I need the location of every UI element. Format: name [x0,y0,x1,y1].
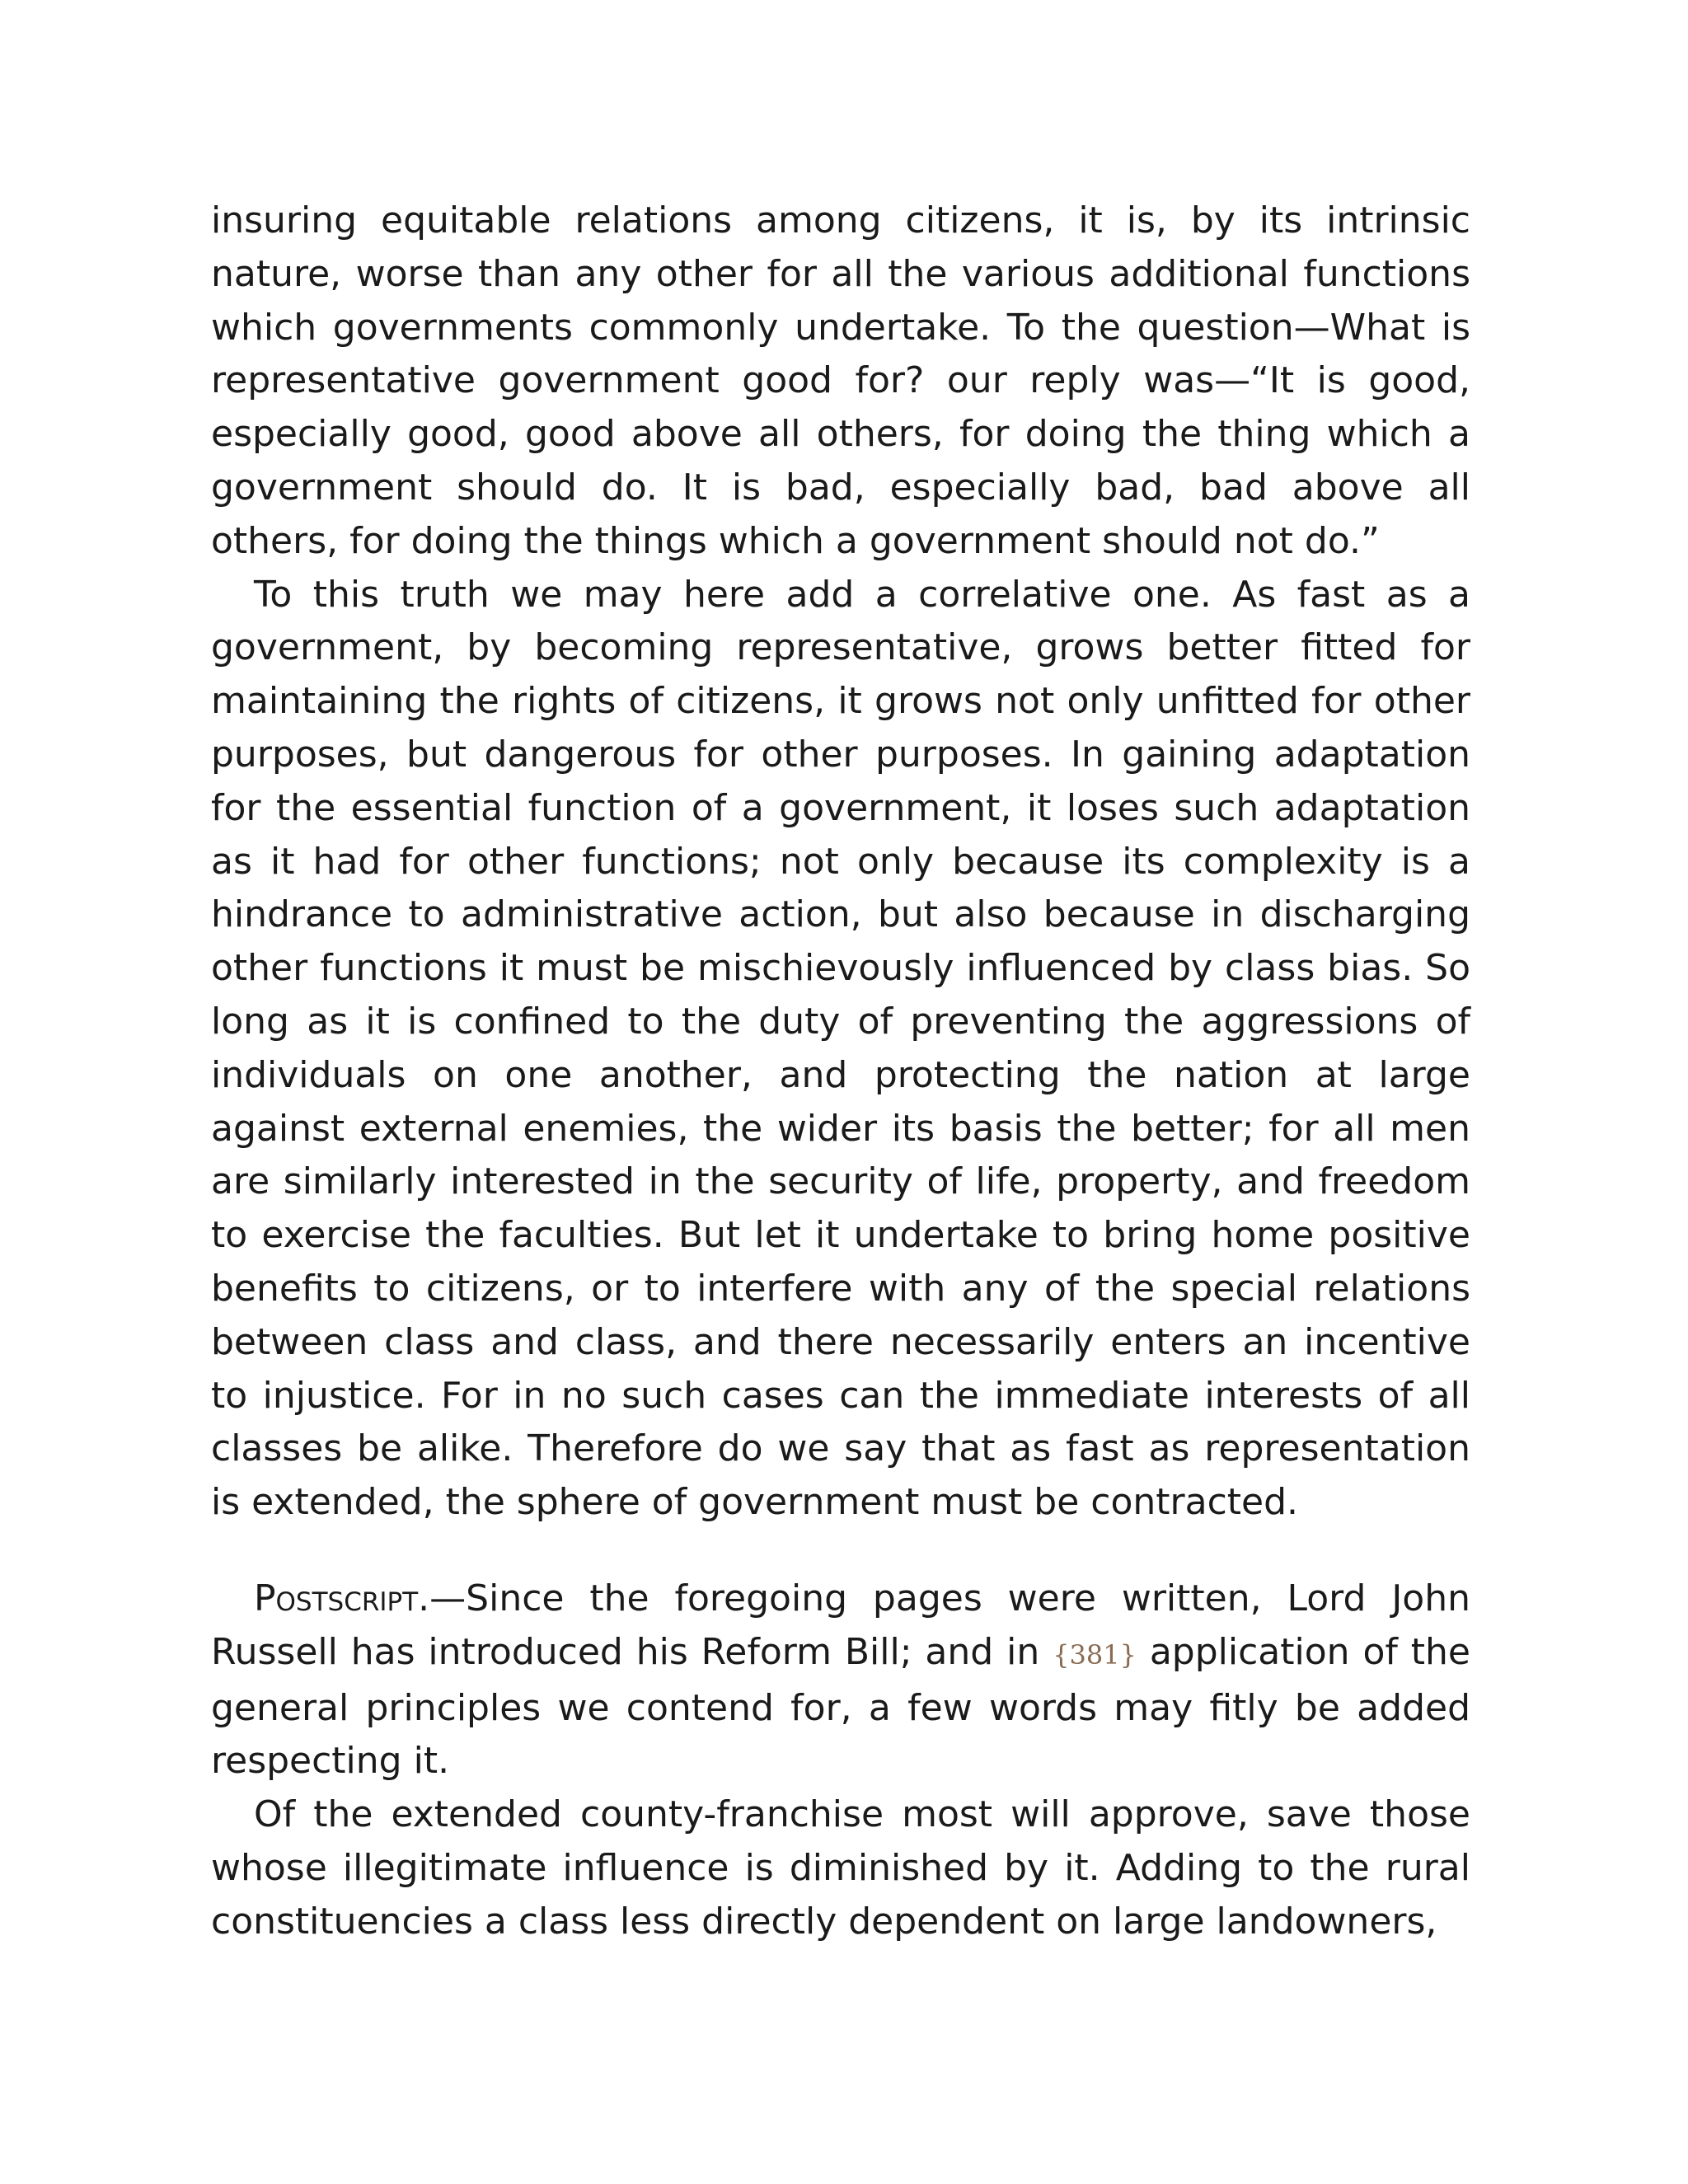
postscript-text-before: —Since the foregoing pages were written, Lord John Russell has introduced his Reform Bill; and in [211,1577,1470,1673]
postscript-text-after: application of the general principles we contend for, a few words may fitly be added respecting it. [211,1630,1470,1783]
page-number-marker[interactable]: {381} [1053,1638,1137,1671]
paragraph-2: To this truth we may here add a correlative one. As fast as a government, by becoming representative, grows better fitted for maintaining the rights of citizens, it grows not only unfitted for other purposes, but dangerous for other purposes. In gaining adaptation for the essential function of a government, it loses such adaptation as it had for other functions; not only because its complexity is a hindrance to administrative action, but also because in discharging other functions it must be mischievously influenced by class bias. So long as it is confined to the duty of preventing the aggressions of individuals on one another, and protecting the nation at large against external enemies, the wider its basis the better; for all men are similarly interested in the security of life, property, and freedom to exercise the faculties. But let it undertake to bring home positive benefits to citizens, or to interfere with any of the special relations between class and class, and there necessarily enters an incentive to injustice. For in no such cases can the immediate interests of all classes be alike. Therefore do we say that as fast as representation is extended, the sphere of government must be contracted. [211,573,1470,1524]
paragraph-4: Of the extended county-franchise most will approve, save those whose illegitimate influence is diminished by it. Adding to the rural constituencies a class less directly dependent on large landowners, [211,1793,1470,1943]
document-page [211,194,1470,1949]
postscript-paragraph [211,1572,1470,1788]
postscript-label: Postscript. [254,1577,430,1619]
paragraph-1: insuring equitable relations among citizens, it is, by its intrinsic nature, worse than any other for all the various additional functions which governments commonly undertake. To the question—What is representative government good for? our reply was—“It is good, especially good, good above all others, for doing the thing which a government should do. It is bad, especially bad, bad above all others, for doing the things which a government should not do.” [211,199,1470,562]
